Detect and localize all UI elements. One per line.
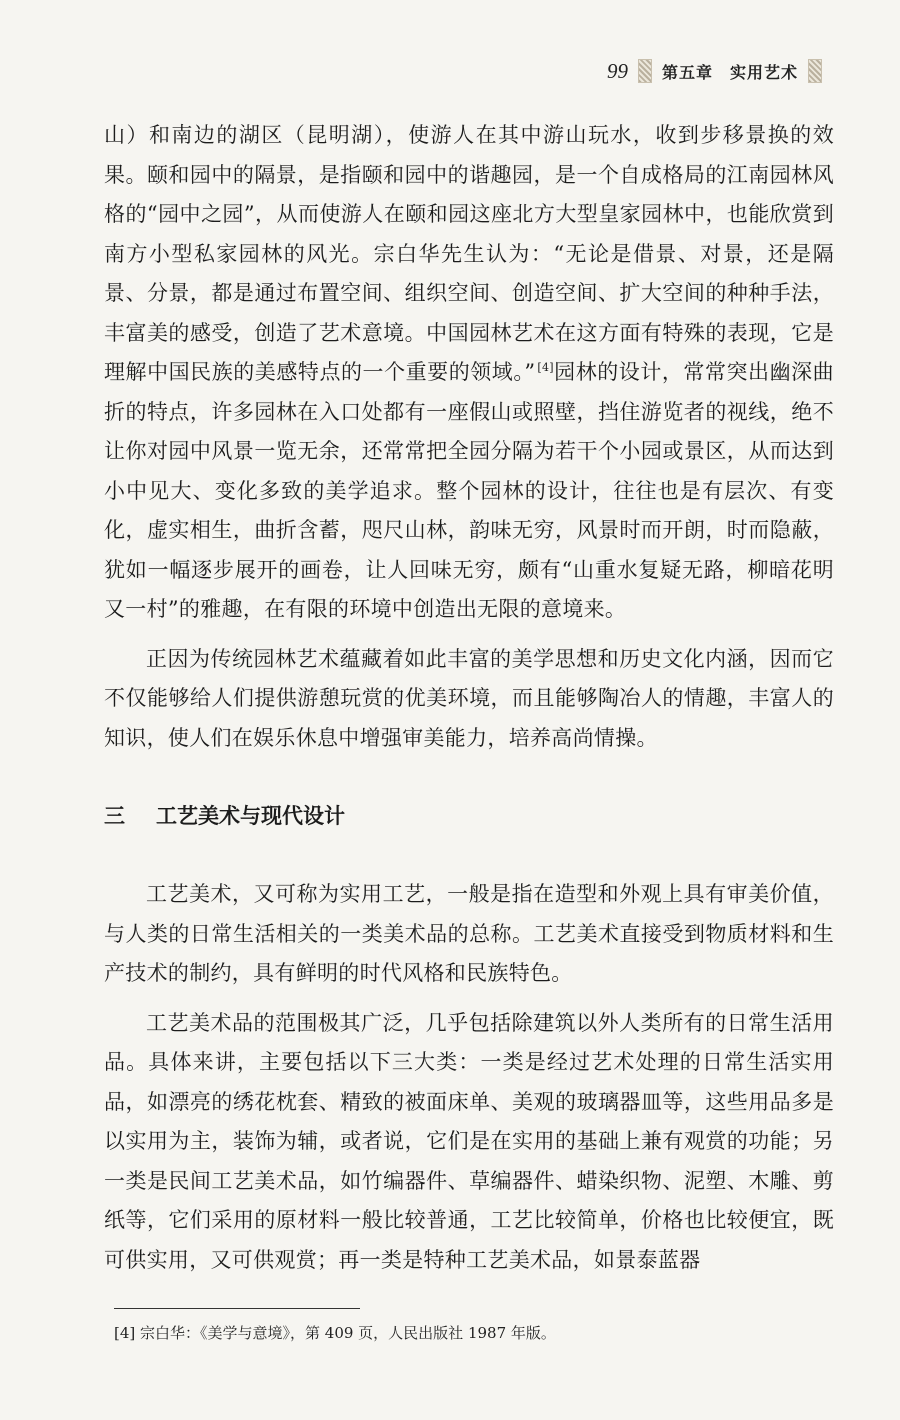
footnote-reference: [4] <box>537 361 554 374</box>
paragraph-text-continued: 园林的设计，常常突出幽深曲折的特点，许多园林在入口处都有一座假山或照壁，挡住游览者的视线，绝不让你对园中风景一览无余，还常常把全园分隔为若干个小园或景区，从而达到小中见大、变化多致的美学追求。整个园林的设计，往往也是有层次、有变化，虚实相生，曲折含蓄，咫尺山林，韵味无穷，风景时而开朗，时而隐蔽，犹如一幅逐步展开的画卷，让人回味无穷，颇有“山重水复疑无路，柳暗花明又一村”的雅趣，在有限的环境中创造出无限的意境来。 <box>104 360 834 621</box>
paragraph-garden-value: 正因为传统园林艺术蕴藏着如此丰富的美学思想和历史文化内涵，因而它不仅能够给人们提供游憩玩赏的优美环境，而且能够陶冶人的情趣，丰富人的知识，使人们在娱乐休息中增强审美能力，培养高尚情操。 <box>104 646 834 750</box>
paragraph-crafts-categories: 工艺美术品的范围极其广泛，几乎包括除建筑以外人类所有的日常生活用品。具体来讲，主要包括以下三大类：一类是经过艺术处理的日常生活实用品，如漂亮的绣花枕套、精致的被面床单、美观的玻璃器皿等，这些用品多是以实用为主，装饰为辅，或者说，它们是在实用的基础上兼有观赏的功能；另一类是民间工艺美术品，如竹编器件、草编器件、蜡染织物、泥塑、木雕、剪纸等，它们采用的原材料一般比较普通，工艺比较简单，价格也比较便宜，既可供实用，又可供观赏；再一类是特种工艺美术品，如景泰蓝器 <box>104 1010 834 1272</box>
header-ornament-left-icon <box>638 59 652 83</box>
paragraph-text: 山）和南边的湖区（昆明湖），使游人在其中游山玩水，收到步移景换的效果。颐和园中的隔景，是指颐和园中的谐趣园，是一个自成格局的江南园林风格的“园中之园”，从而使游人在颐和园这座北方大型皇家园林中，也能欣赏到南方小型私家园林的风光。宗白华先生认为：“无论是借景、对景，还是隔景、分景，都是通过布置空间、组织空间、创造空间、扩大空间的种种手法，丰富美的感受，创造了艺术意境。中国园林艺术在这方面有特殊的表现，它是理解中国民族的美感特点的一个重要的领域。” <box>104 123 834 384</box>
section-title: 工艺美术与现代设计 <box>156 804 345 828</box>
header-ornament-right-icon <box>808 59 822 83</box>
paragraph-crafts-definition: 工艺美术，又可称为实用工艺，一般是指在造型和外观上具有审美价值，与人类的日常生活相关的一类美术品的总称。工艺美术直接受到物质材料和生产技术的制约，具有鲜明的时代风格和民族特色。 <box>104 882 834 985</box>
running-header <box>607 58 822 84</box>
section-number: 三 <box>104 804 125 828</box>
page-number: 99 <box>606 58 628 83</box>
footnote: [4] 宗白华：《美学与意境》，第 409 页，人民出版社 1987 年版。 <box>114 1324 556 1342</box>
footnote-divider <box>114 1308 360 1309</box>
paragraph-garden-design <box>104 116 834 630</box>
chapter-label: 第五章 实用艺术 <box>661 62 798 82</box>
page-body <box>104 116 834 1280</box>
section-heading <box>104 800 834 830</box>
